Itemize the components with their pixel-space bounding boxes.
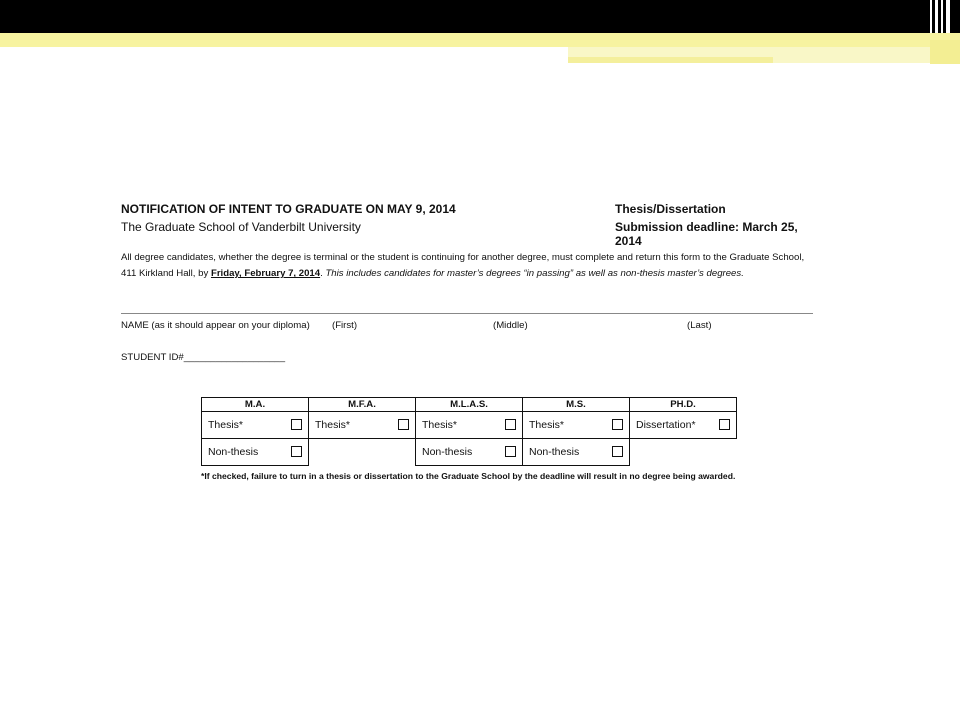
name-label: NAME (as it should appear on your diploma) bbox=[121, 320, 310, 331]
ms-thesis-option bbox=[523, 412, 630, 439]
checkbox[interactable] bbox=[612, 446, 623, 457]
ma-thesis-option bbox=[202, 412, 309, 439]
form-type: Thesis/Dissertation bbox=[615, 202, 726, 216]
degree-header-ms: M.S. bbox=[523, 398, 630, 412]
footnote: *If checked, failure to turn in a thesis or dissertation to the Graduate School by the deadline will result in no degree being awarded. bbox=[201, 471, 736, 481]
checkbox[interactable] bbox=[505, 446, 516, 457]
option-label: Thesis* bbox=[529, 419, 565, 431]
option-label: Thesis* bbox=[422, 419, 458, 431]
form-title: NOTIFICATION OF INTENT TO GRADUATE ON MAY 9, 2014 bbox=[121, 202, 456, 216]
decorative-lines bbox=[930, 0, 956, 33]
option-label: Non-thesis bbox=[422, 446, 473, 458]
degree-table bbox=[201, 397, 737, 466]
instructions-separator: . bbox=[320, 268, 326, 279]
ms-nonthesis-option bbox=[523, 439, 630, 466]
instructions-text: All degree candidates, whether the degree is terminal or the student is continuing for another degree, must complete and return this form to the Graduate School, 411 Kirkland Hall, by bbox=[121, 252, 805, 279]
checkbox[interactable] bbox=[398, 419, 409, 430]
degree-header-ma: M.A. bbox=[202, 398, 309, 412]
phd-dissertation-option bbox=[630, 412, 737, 439]
mfa-thesis-option bbox=[309, 412, 416, 439]
option-label: Non-thesis bbox=[529, 446, 580, 458]
mlas-thesis-option bbox=[416, 412, 523, 439]
instructions-paragraph bbox=[121, 250, 821, 282]
instructions-note: This includes candidates for master’s degrees “in passing” as well as non-thesis master’s degrees. bbox=[325, 268, 744, 279]
checkbox[interactable] bbox=[291, 446, 302, 457]
option-label: Thesis* bbox=[315, 419, 351, 431]
ma-nonthesis-option bbox=[202, 439, 309, 466]
school-name: The Graduate School of Vanderbilt University bbox=[121, 220, 361, 234]
slide-top-bar bbox=[0, 0, 960, 33]
degree-option-row-1 bbox=[202, 412, 737, 439]
degree-header-mfa: M.F.A. bbox=[309, 398, 416, 412]
submission-deadline: Submission deadline: March 25, 2014 bbox=[615, 220, 798, 248]
accent-band-tertiary bbox=[568, 57, 773, 63]
option-label: Non-thesis bbox=[208, 446, 259, 458]
student-id-field[interactable]: STUDENT ID#___________________ bbox=[121, 352, 286, 363]
checkbox[interactable] bbox=[612, 419, 623, 430]
first-name-label: (First) bbox=[332, 320, 358, 331]
option-label: Dissertation* bbox=[636, 419, 696, 431]
accent-band bbox=[0, 33, 960, 47]
degree-header-row bbox=[202, 398, 737, 412]
mlas-nonthesis-option bbox=[416, 439, 523, 466]
phd-empty-cell bbox=[630, 439, 737, 466]
degree-header-mlas: M.L.A.S. bbox=[416, 398, 523, 412]
option-label: Thesis* bbox=[208, 419, 244, 431]
instructions-due-date: Friday, February 7, 2014 bbox=[210, 268, 321, 279]
name-input-line[interactable] bbox=[121, 313, 813, 314]
checkbox[interactable] bbox=[719, 419, 730, 430]
degree-option-row-2 bbox=[202, 439, 737, 466]
degree-header-phd: PH.D. bbox=[630, 398, 737, 412]
mfa-empty-cell bbox=[309, 439, 416, 466]
checkbox[interactable] bbox=[505, 419, 516, 430]
checkbox[interactable] bbox=[291, 419, 302, 430]
last-name-label: (Last) bbox=[687, 320, 712, 331]
accent-band-corner bbox=[930, 40, 960, 64]
middle-name-label: (Middle) bbox=[493, 320, 528, 331]
